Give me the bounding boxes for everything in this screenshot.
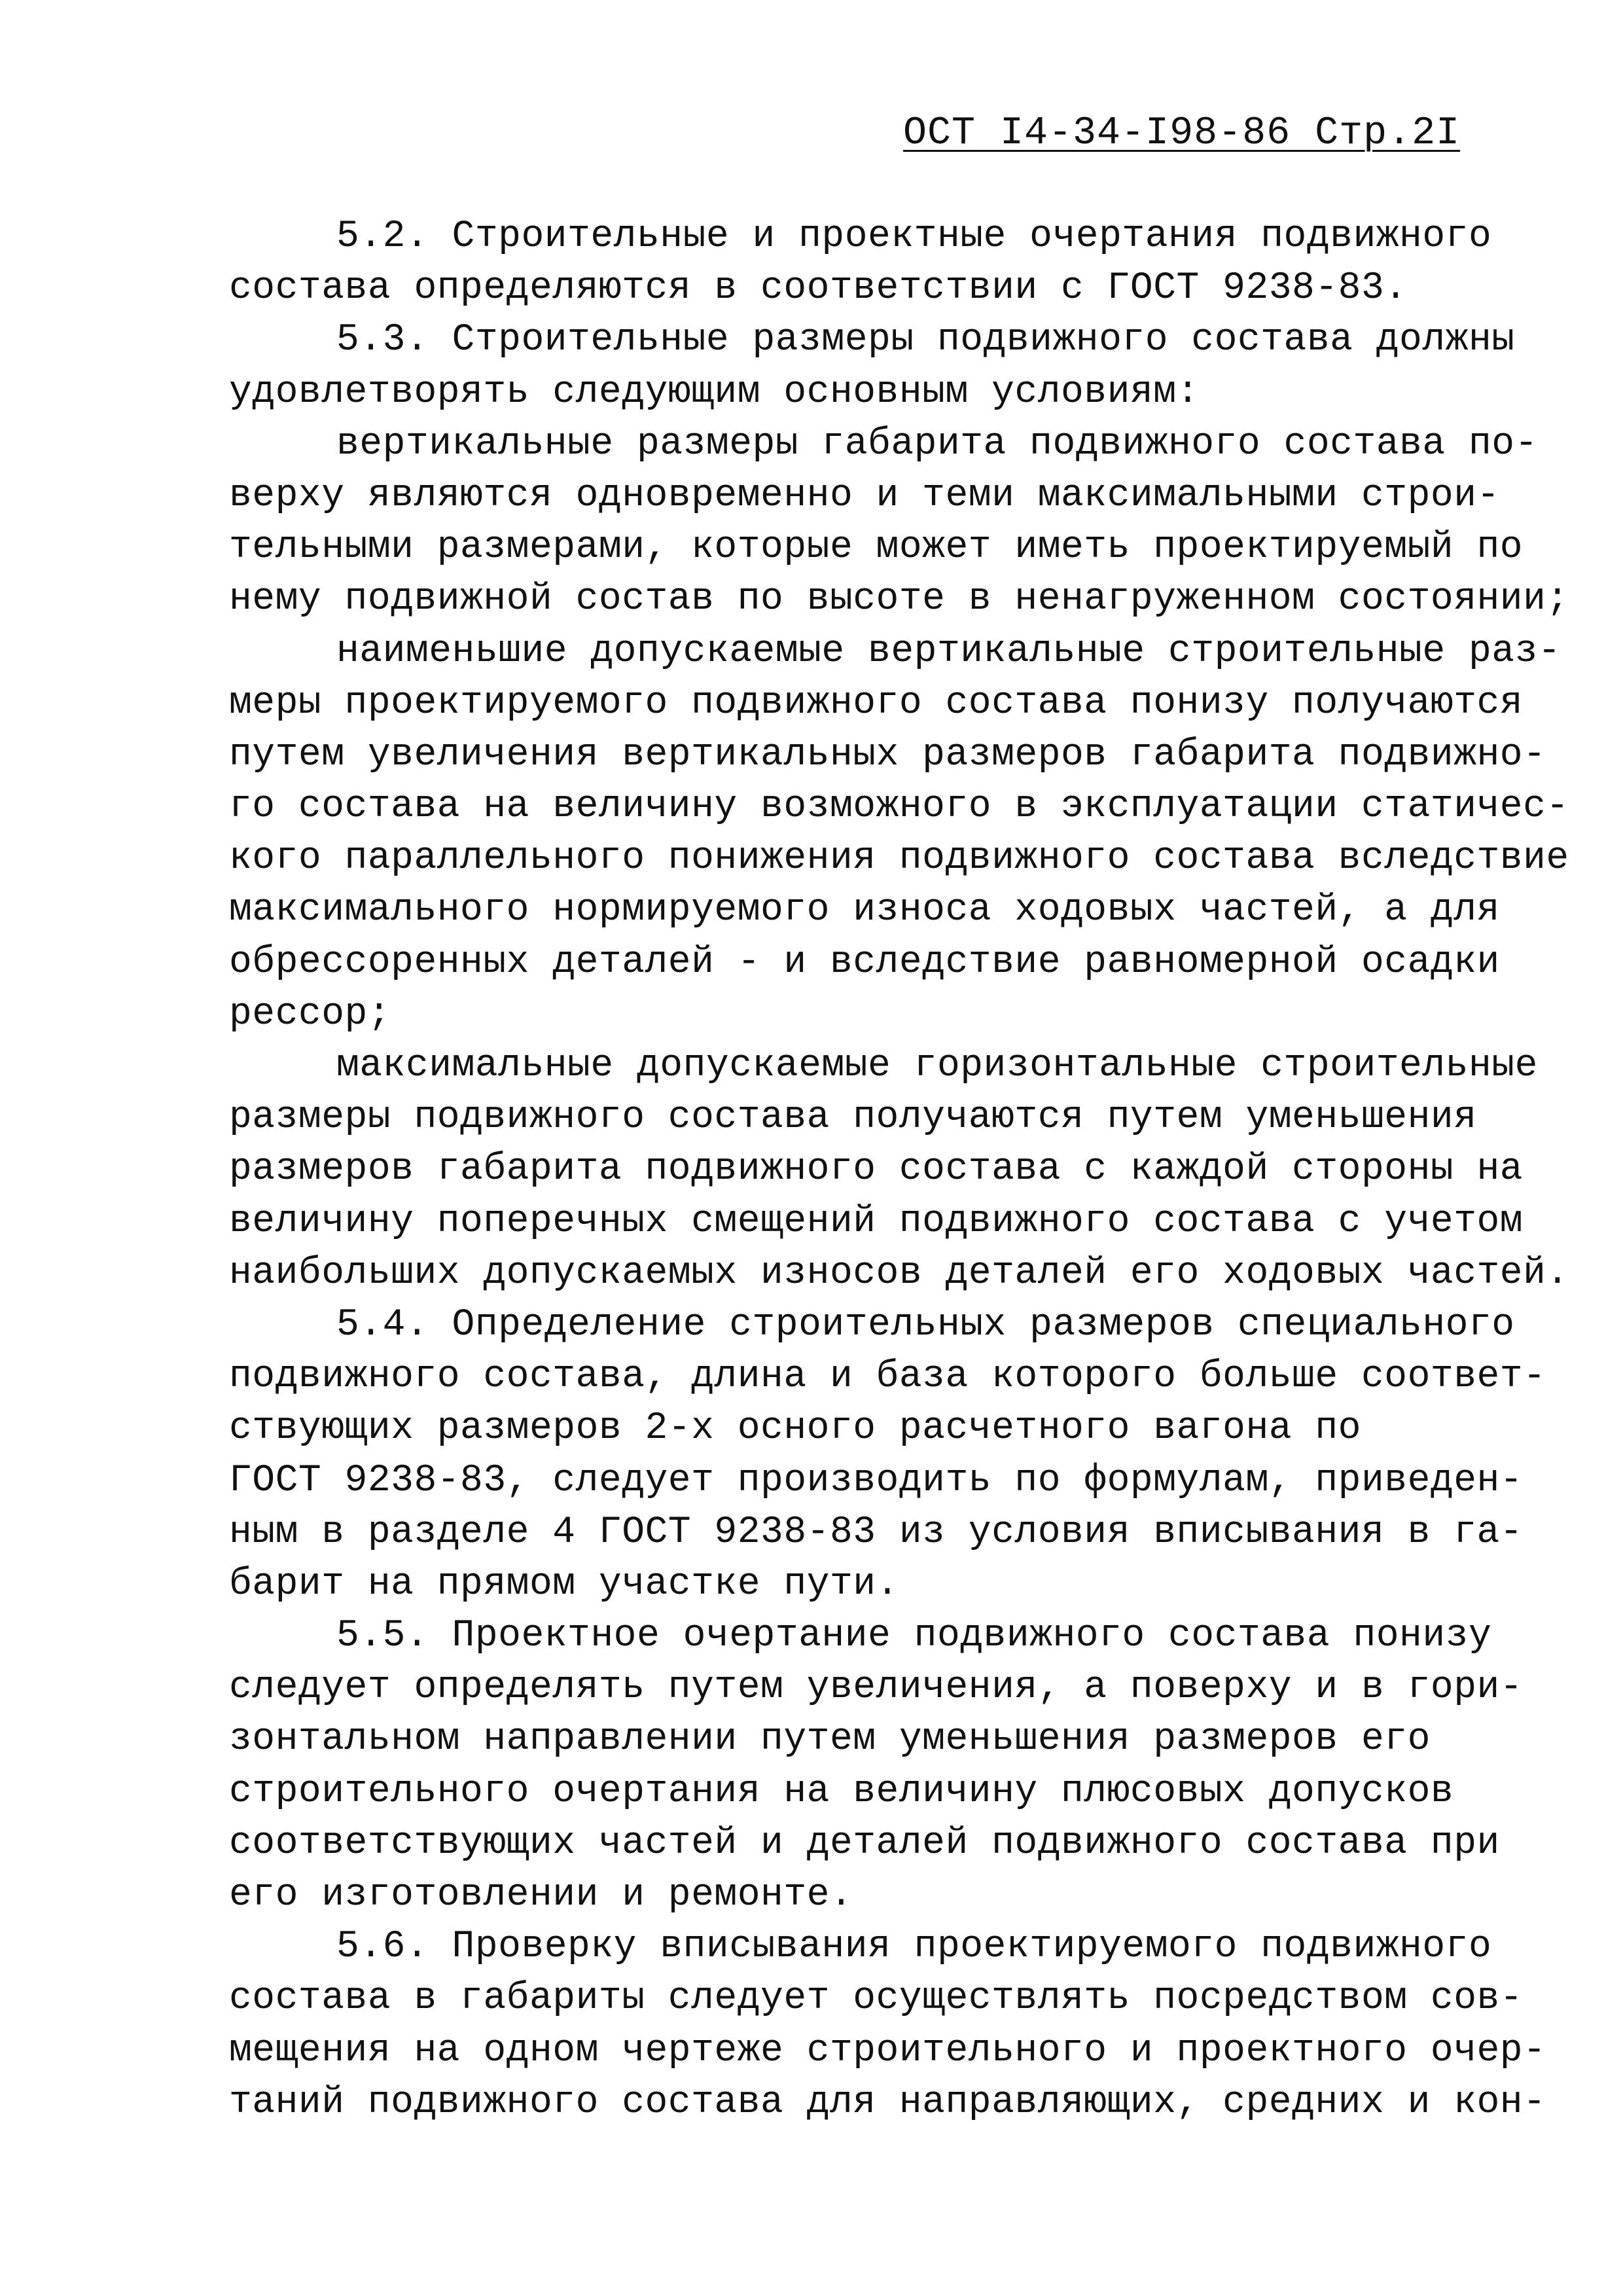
text-line: максимального нормируемого износа ходовых частей, а для [229, 889, 1500, 932]
text-line: тельными размерами, которые может иметь проектируемый по [229, 526, 1524, 569]
text-line: наибольших допускаемых износов деталей его ходовых частей. [229, 1251, 1569, 1295]
text-line: го состава на величину возможного в эксплуатации статичес- [229, 785, 1569, 829]
text-line: максимальные допускаемые горизонтальные строительные [336, 1045, 1538, 1087]
text-line: путем увеличения вертикальных размеров габарита подвижно- [229, 733, 1546, 776]
paragraph-start-line: 5.3. Строительные размеры подвижного состава должны [336, 319, 1515, 362]
text-line: кого параллельного понижения подвижного состава вследствие [229, 837, 1569, 880]
text-line: обрессоренных деталей - и вследствие равномерной осадки [229, 941, 1500, 984]
text-line: рессор; [229, 992, 391, 1035]
text-line: удовлетворять следующим основным условиям: [229, 370, 1200, 414]
text-line: ГОСТ 9238-83, следует производить по формулам, приведен- [229, 1459, 1524, 1502]
text-line: барит на прямом участке пути. [229, 1562, 899, 1605]
text-line: его изготовлении и ремонте. [229, 1874, 853, 1916]
text-line: таний подвижного состава для направляющих, средних и кон- [229, 2081, 1546, 2124]
paragraph-start-line: 5.2. Строительные и проектные очертания подвижного [336, 215, 1492, 258]
text-line: наименьшие допускаемые вертикальные строительные раз- [336, 630, 1561, 673]
document-body [229, 211, 1569, 2128]
text-line: ным в разделе 4 ГОСТ 9238-83 из условия вписывания в га- [229, 1511, 1524, 1554]
text-line: нему подвижной состав по высоте в ненагруженном состоянии; [229, 578, 1569, 621]
text-line: подвижного состава, длина и база которого больше соответ- [229, 1355, 1546, 1399]
paragraph-start-line: 5.5. Проектное очертание подвижного состава понизу [336, 1615, 1492, 1658]
text-line: зонтальном направлении путем уменьшения размеров его [229, 1718, 1431, 1761]
text-line: ствующих размеров 2-х осного расчетного вагона по [229, 1407, 1361, 1450]
text-line: величину поперечных смещений подвижного состава с учетом [229, 1200, 1524, 1243]
text-line: соответствующих частей и деталей подвижного состава при [229, 1821, 1500, 1865]
page-header: ОСТ I4-34-I98-86 Стр.2I [903, 111, 1461, 156]
text-line: состава в габариты следует осуществлять посредством сов- [229, 1977, 1524, 2020]
text-line: размеры подвижного состава получаются путем уменьшения [229, 1096, 1477, 1139]
text-line: вертикальные размеры габарита подвижного состава по- [336, 422, 1538, 465]
text-line: следует определять путем увеличения, а поверху и в гори- [229, 1666, 1524, 1710]
text-line: мещения на одном чертеже строительного и проектного очер- [229, 2029, 1546, 2072]
text-line: строительного очертания на величину плюсовых допусков [229, 1770, 1454, 1813]
text-line: размеров габарита подвижного состава с каждой стороны на [229, 1148, 1524, 1191]
text-line: состава определяются в соответствии с ГОСТ 9238-83. [229, 267, 1408, 310]
text-line: меры проектируемого подвижного состава понизу получаются [229, 681, 1524, 725]
paragraph-start-line: 5.4. Определение строительных размеров специального [336, 1303, 1515, 1346]
text-line: верху являются одновременно и теми максимальными строи- [229, 474, 1500, 517]
paragraph-start-line: 5.6. Проверку вписывания проектируемого подвижного [336, 1926, 1492, 1969]
